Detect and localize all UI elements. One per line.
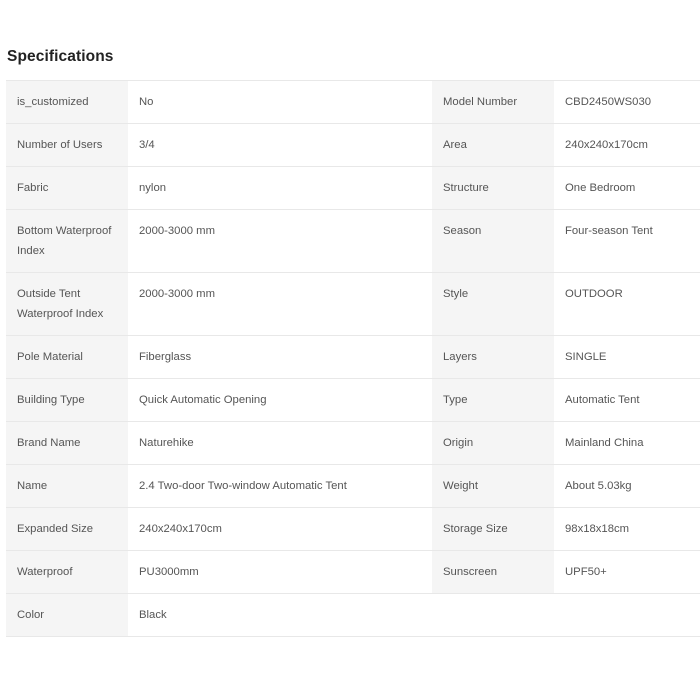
spec-value: Black bbox=[128, 594, 432, 637]
spec-value: Naturehike bbox=[128, 422, 432, 465]
spec-value: Fiberglass bbox=[128, 336, 432, 379]
spec-key: Style bbox=[432, 273, 554, 336]
spec-key: Building Type bbox=[6, 379, 128, 422]
spec-value: 240x240x170cm bbox=[554, 124, 700, 167]
spec-key: Brand Name bbox=[6, 422, 128, 465]
spec-value: 3/4 bbox=[128, 124, 432, 167]
spec-value: nylon bbox=[128, 167, 432, 210]
spec-key: Fabric bbox=[6, 167, 128, 210]
spec-key-empty bbox=[432, 594, 554, 637]
table-row bbox=[6, 465, 700, 508]
spec-value: About 5.03kg bbox=[554, 465, 700, 508]
section-title: Specifications bbox=[7, 48, 114, 65]
spec-key: Storage Size bbox=[432, 508, 554, 551]
spec-value: Four-season Tent bbox=[554, 210, 700, 273]
table-row bbox=[6, 273, 700, 336]
spec-key: Layers bbox=[432, 336, 554, 379]
table-row bbox=[6, 508, 700, 551]
table-row bbox=[6, 594, 700, 637]
spec-value: Mainland China bbox=[554, 422, 700, 465]
table-row bbox=[6, 422, 700, 465]
spec-key: Season bbox=[432, 210, 554, 273]
spec-value: 2.4 Two-door Two-window Automatic Tent bbox=[128, 465, 432, 508]
spec-key: Bottom Waterproof Index bbox=[6, 210, 128, 273]
spec-value: PU3000mm bbox=[128, 551, 432, 594]
spec-value: UPF50+ bbox=[554, 551, 700, 594]
spec-value: 98x18x18cm bbox=[554, 508, 700, 551]
spec-value: OUTDOOR bbox=[554, 273, 700, 336]
spec-value: One Bedroom bbox=[554, 167, 700, 210]
spec-value: 240x240x170cm bbox=[128, 508, 432, 551]
table-row bbox=[6, 124, 700, 167]
spec-key: Area bbox=[432, 124, 554, 167]
spec-key: Type bbox=[432, 379, 554, 422]
spec-key: Waterproof bbox=[6, 551, 128, 594]
spec-key: Expanded Size bbox=[6, 508, 128, 551]
spec-value: 2000-3000 mm bbox=[128, 273, 432, 336]
spec-key: Sunscreen bbox=[432, 551, 554, 594]
spec-key: Model Number bbox=[432, 81, 554, 124]
spec-key: Name bbox=[6, 465, 128, 508]
spec-key: Number of Users bbox=[6, 124, 128, 167]
table-row bbox=[6, 81, 700, 124]
table-row bbox=[6, 551, 700, 594]
table-row bbox=[6, 336, 700, 379]
spec-value: Quick Automatic Opening bbox=[128, 379, 432, 422]
spec-key: Origin bbox=[432, 422, 554, 465]
spec-key: Weight bbox=[432, 465, 554, 508]
specifications-table bbox=[6, 80, 700, 637]
spec-key: Outside Tent Waterproof Index bbox=[6, 273, 128, 336]
spec-key: Structure bbox=[432, 167, 554, 210]
spec-value: 2000-3000 mm bbox=[128, 210, 432, 273]
spec-value: CBD2450WS030 bbox=[554, 81, 700, 124]
spec-value: SINGLE bbox=[554, 336, 700, 379]
spec-key: Pole Material bbox=[6, 336, 128, 379]
table-row bbox=[6, 379, 700, 422]
table-row bbox=[6, 167, 700, 210]
spec-key: is_customized bbox=[6, 81, 128, 124]
table-row bbox=[6, 210, 700, 273]
spec-key: Color bbox=[6, 594, 128, 637]
spec-value-empty bbox=[554, 594, 700, 637]
spec-value: No bbox=[128, 81, 432, 124]
spec-value: Automatic Tent bbox=[554, 379, 700, 422]
